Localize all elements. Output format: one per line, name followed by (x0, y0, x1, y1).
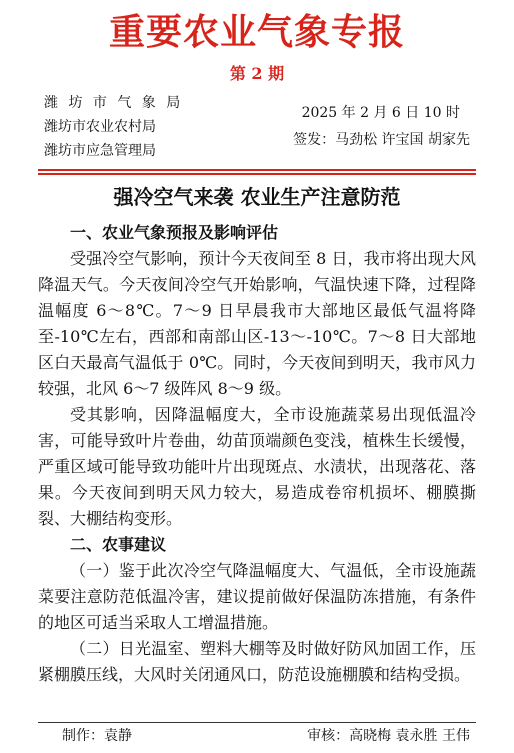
paragraph: （二）日光温室、塑料大棚等及时做好防风加固工作，压紧棚膜压线，大风时关闭通风口，防范设施棚膜和结构受损。 (38, 639, 476, 684)
header-divider-bottom (38, 173, 476, 175)
headline: 强冷空气来袭 农业生产注意防范 (113, 185, 401, 209)
issue-number: 第 2 期 (229, 64, 285, 83)
report-title: 重要农业气象专报 (108, 11, 405, 53)
header-divider-top (38, 169, 476, 171)
issuer-agriculture-bureau: 潍坊市农业农村局 (44, 119, 156, 135)
signers-names: 马劲松 许宝国 胡家先 (335, 132, 470, 148)
issuer-meteorology-bureau: 潍 坊 市 气 象 局 (44, 95, 184, 111)
signers (293, 130, 470, 150)
section-heading-forecast: 一、农业气象预报及影响评估 (70, 223, 279, 242)
paragraph: 受强冷空气影响，预计今天夜间至 8 日，我市将出现大风降温天气。今天夜间冷空气开始影响，气温快速下降，过程降温幅度 6～8℃。7～9 日早晨我市大部地区最低气温将降至-10℃左右，西部和南部山区-13～-10℃。7～8 日大部地区白天最高气温低于 0℃。同时，今天夜间到明天，我市风力较强，北风 6～7 级阵风 8～9 级。 (38, 249, 476, 398)
issuer-list (44, 91, 183, 163)
issuer-emergency-bureau: 潍坊市应急管理局 (44, 143, 156, 159)
maker-name: 袁静 (104, 728, 132, 744)
section-heading-advice: 二、农事建议 (70, 535, 167, 554)
paragraph: 受其影响，因降温幅度大，全市设施蔬菜易出现低温冷害，可能导致叶片卷曲，幼苗顶端颜色变浅，植株生长缓慢，严重区域可能导致功能叶片出现斑点、水渍状，出现落花、落果。今天夜间到明天风力较大，易造成卷帘机损坏、棚膜撕裂、大棚结构变形。 (38, 405, 476, 528)
reviewer-label: 审核： (307, 728, 350, 744)
reviewer (307, 726, 470, 746)
reviewer-names: 高晓梅 袁永胜 王伟 (349, 728, 470, 744)
maker (62, 726, 132, 746)
maker-label: 制作： (62, 728, 104, 744)
issue-datetime: 2025 年 2 月 6 日 10 时 (301, 105, 460, 121)
footer-divider (38, 722, 476, 723)
signers-label: 签发： (293, 132, 336, 148)
paragraph: （一）鉴于此次冷空气降温幅度大、气温低，全市设施蔬菜要注意防范低温冷害，建议提前做好保温防冻措施，有条件的地区可适当采取人工增温措施。 (38, 561, 476, 632)
report-body (38, 220, 476, 688)
